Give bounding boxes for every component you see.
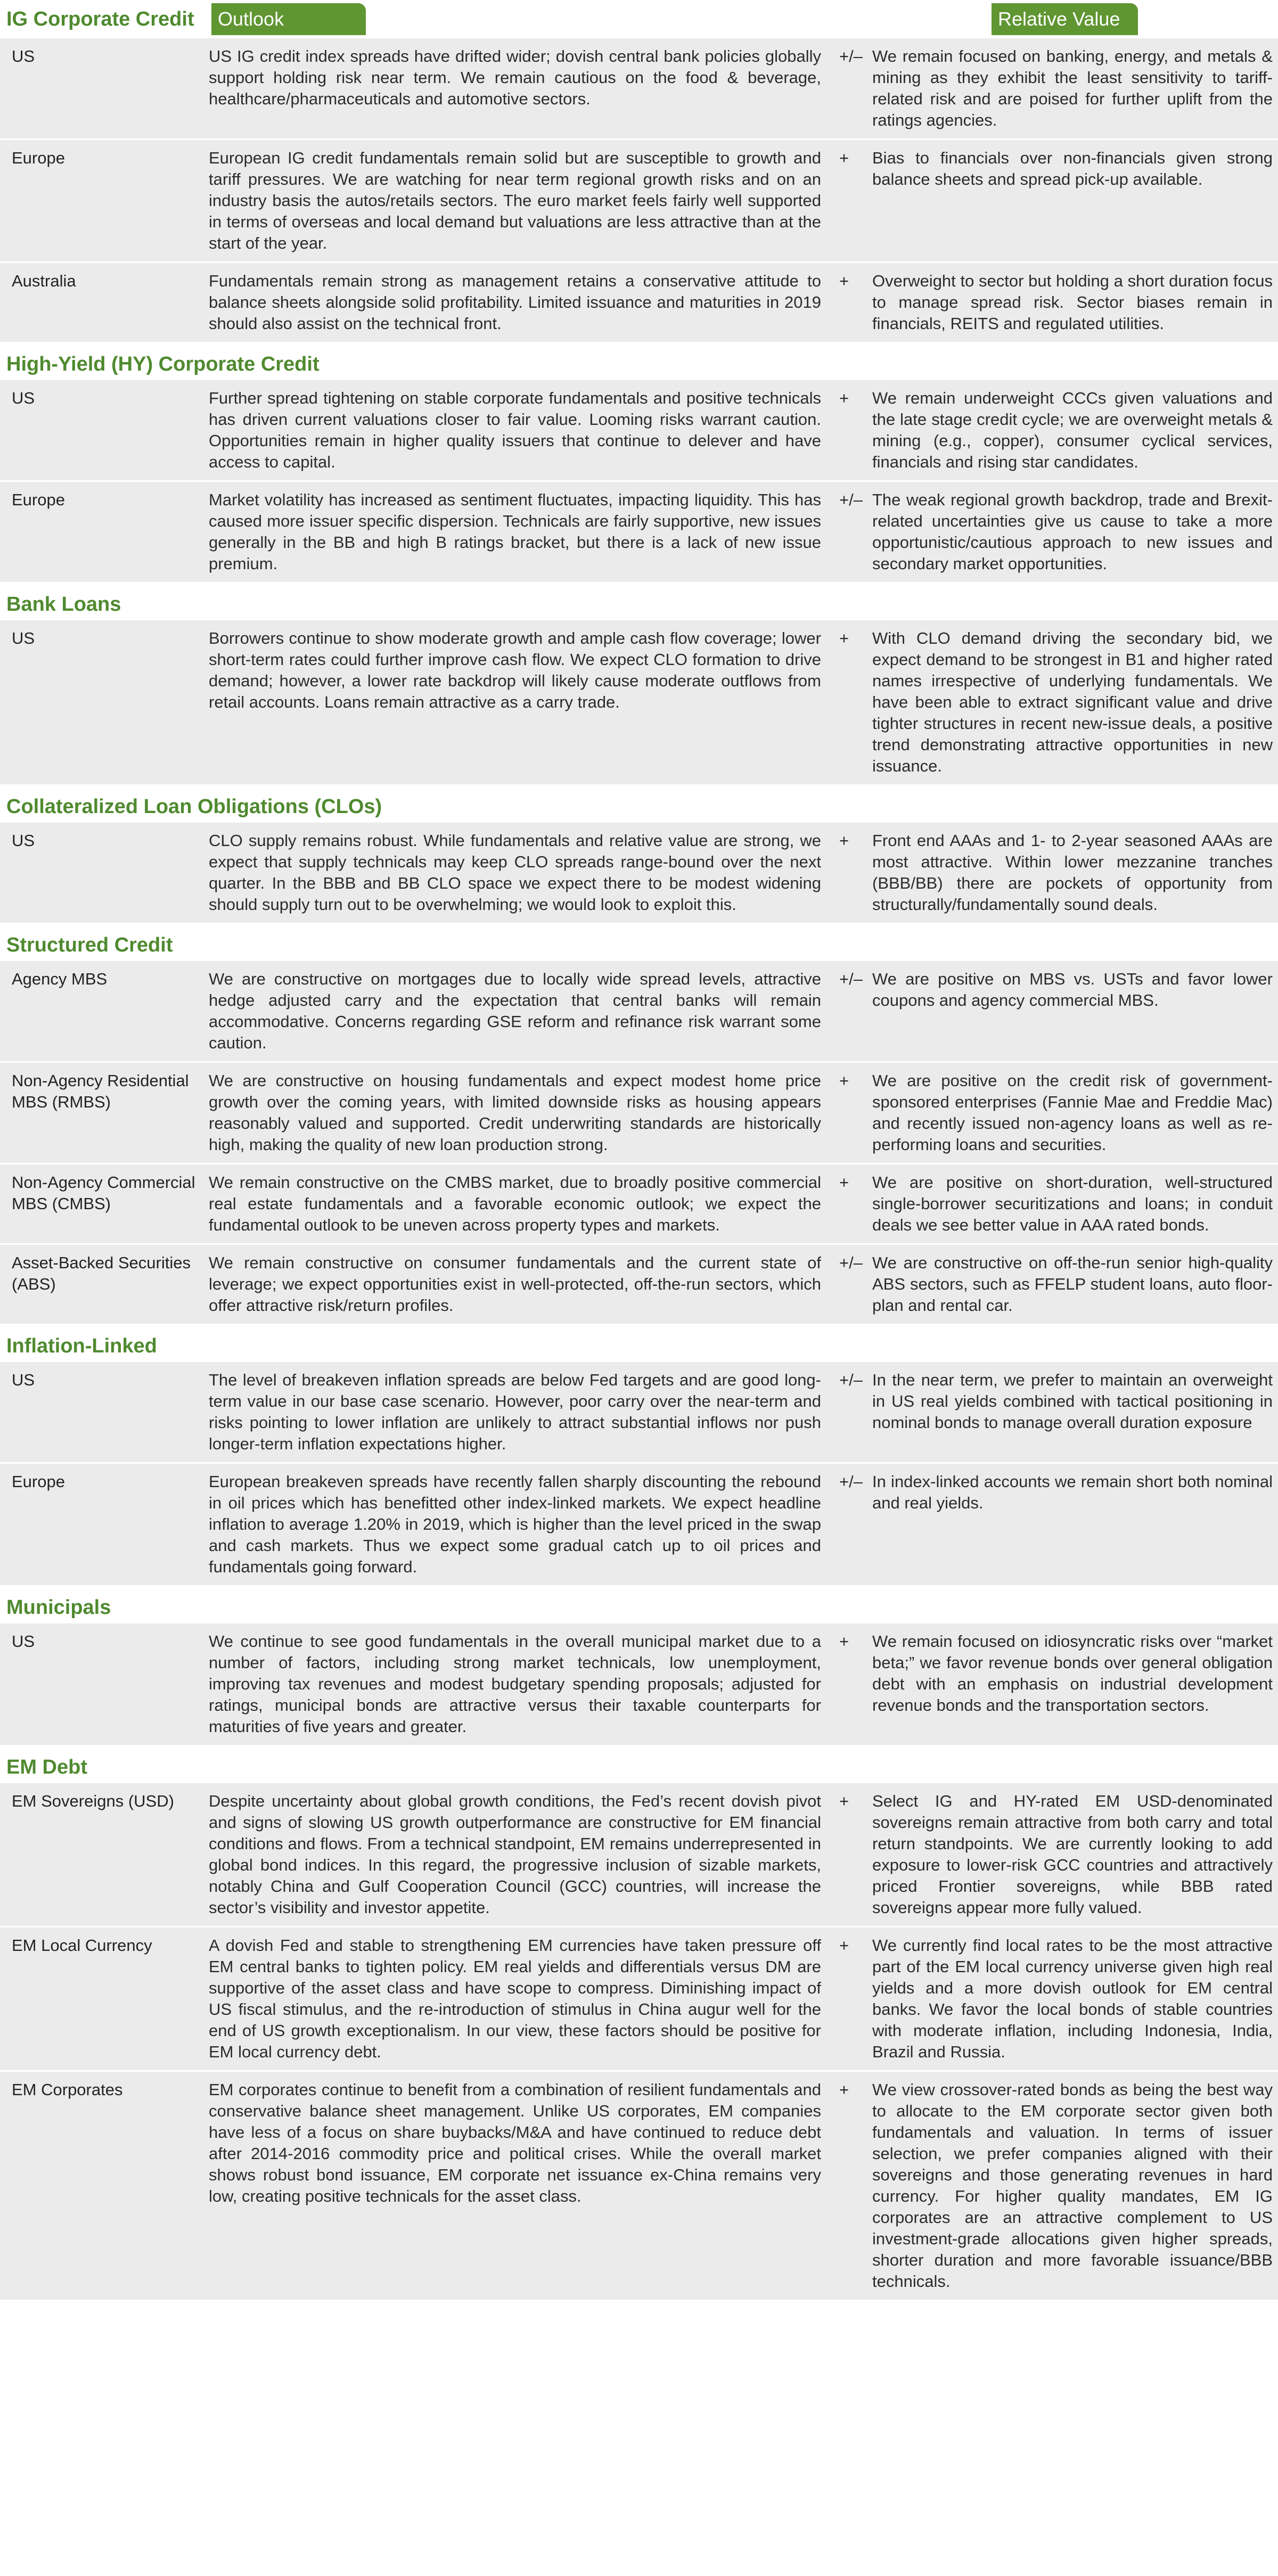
table-row [0, 1927, 1278, 2072]
section-header [0, 342, 1278, 380]
sign-cell: + [839, 149, 849, 167]
sign-cell: + [839, 272, 849, 290]
section-title: Inflation-Linked [6, 1335, 157, 1357]
table-row [0, 1362, 1278, 1464]
relative-value-cell: We remain focused on idiosyncratic risks over “market beta;” we favor revenue bonds over general obligation debt with an emphasis on industrial development revenue bonds and the transportation sectors. [872, 1632, 1273, 1714]
relative-value-cell: In the near term, we prefer to maintain an overweight in US real yields combined with tactical positioning in nominal bonds to manage overall duration exposure [872, 1371, 1273, 1432]
table-row [0, 1245, 1278, 1324]
outlook-cell: The level of breakeven inflation spreads are below Fed targets and are good long-term value in our base case scenario. However, poor carry over the near-term and risks pointing to lower inflation are unlikely to attract substantial inflows nor push longer-term inflation expectations higher. [209, 1371, 821, 1453]
table-row [0, 1164, 1278, 1245]
section-header [0, 1585, 1278, 1623]
sign-cell: +/– [839, 970, 863, 988]
sector-cell: Asset-Backed Securities (ABS) [12, 1253, 191, 1293]
relative-value-cell: We are positive on MBS vs. USTs and favor lower coupons and agency commercial MBS. [872, 970, 1273, 1010]
outlook-cell: Borrowers continue to show moderate growth and ample cash flow coverage; lower short-term rates could further improve cash flow. We expect CLO formation to drive demand; however, a lower rate backdrop will likely cause moderate outflows from retail accounts. Loans remain attractive as a carry trade. [209, 629, 821, 711]
section-title: Collateralized Loan Obligations (CLOs) [6, 795, 382, 818]
sector-cell: US [12, 1371, 35, 1389]
section-rows [0, 620, 1278, 784]
section-header [0, 582, 1278, 620]
table-row [0, 1464, 1278, 1585]
relative-value-cell: We currently find local rates to be the most attractive part of the EM local currency universe given high real yields and a more dovish outlook for EM central banks. We favor the local bonds of stable countries with moderate inflation, including Indonesia, India, Brazil and Russia. [872, 1936, 1273, 2061]
sector-cell: Agency MBS [12, 970, 108, 988]
sign-cell: +/– [839, 490, 863, 509]
sign-cell: + [839, 831, 849, 850]
sign-cell: + [839, 1071, 849, 1090]
outlook-cell: EM corporates continue to benefit from a combination of resilient fundamentals and conservative balance sheet management. Unlike US corporates, EM companies have less of a focus on share buybacks/M&A and have continued to reduce debt after 2014-2016 commodity price and political crises. While the overall market shows robust bond issuance, EM corporate net issuance ex-China remains very low, creating positive technicals for the asset class. [209, 2080, 821, 2205]
sector-cell: Non-Agency Commercial MBS (CMBS) [12, 1173, 195, 1213]
sign-cell: +/– [839, 1253, 863, 1272]
section-header [0, 784, 1278, 823]
outlook-cell: We continue to see good fundamentals in the overall municipal market due to a number of factors, including strong market technicals, low unemployment, improving tax revenues and modest budgetary spending proposals; adjusted for ratings, municipal bonds are attractive versus their taxable counterparts for maturities of five years and greater. [209, 1632, 821, 1736]
section-title: Structured Credit [6, 934, 173, 956]
relative-value-cell: We remain underweight CCCs given valuations and the late stage credit cycle; we are overweight metals & mining (e.g., copper), consumer cyclical services, financials and rising star candidates. [872, 389, 1273, 471]
sector-cell: US [12, 47, 35, 65]
table-row [0, 2072, 1278, 2300]
outlook-cell: US IG credit index spreads have drifted wider; dovish central bank policies globally support holding risk near term. We remain cautious on the food & beverage, healthcare/pharmaceuticals and automotive sectors. [209, 47, 821, 108]
sector-cell: US [12, 389, 35, 407]
outlook-cell: We are constructive on housing fundamentals and expect modest home price growth over the coming years, with limited downside risks as housing appears reasonably valued and supported. Credit underwriting standards are historically high, making the quality of new loan production strong. [209, 1071, 821, 1154]
table-row [0, 140, 1278, 263]
outlook-cell: Further spread tightening on stable corporate fundamentals and positive technicals has driven current valuations closer to fair value. Looming risks warrant caution. Opportunities remain in higher quality issuers that continue to delever and have access to capital. [209, 389, 821, 471]
table-row [0, 38, 1278, 140]
section-rows [0, 823, 1278, 923]
sector-cell: US [12, 831, 35, 850]
relative-value-column-header: Relative Value [992, 3, 1138, 35]
relative-value-cell: With CLO demand driving the secondary bid, we expect demand to be strongest in B1 and higher rated names irrespective of underlying fundamentals. We have been able to extract significant value and drive tighter structures in recent new-issue deals, a positive trend demonstrating attractive opportunities in new issuance. [872, 629, 1273, 775]
outlook-cell: European breakeven spreads have recently fallen sharply discounting the rebound in oil prices which has benefitted other index-linked markets. We expect headline inflation to average 1.20% in 2019, which is higher than the level priced in the swap and cash markets. Thus we expect some gradual catch up to oil prices and fundamentals going forward. [209, 1472, 821, 1576]
section-title: IG Corporate Credit [6, 8, 194, 30]
outlook-cell: CLO supply remains robust. While fundamentals and relative value are strong, we expect that supply technicals may keep CLO spreads range-bound over the next quarter. In the BBB and BB CLO space we expect there to be modest widening should supply turn out to be overwhelming; we would look to exploit this. [209, 831, 821, 914]
section-header [0, 1745, 1278, 1783]
section-rows [0, 1623, 1278, 1745]
sign-cell: + [839, 389, 849, 407]
sector-cell: US [12, 1632, 35, 1651]
section-rows [0, 1362, 1278, 1585]
outlook-column-header: Outlook [211, 3, 366, 35]
sector-cell: Australia [12, 272, 76, 290]
sector-cell: Europe [12, 1472, 65, 1491]
outlook-cell: We are constructive on mortgages due to locally wide spread levels, attractive hedge adjusted carry and the expectation that central banks will remain accommodative. Concerns regarding GSE reform and refinance risk warrant some caution. [209, 970, 821, 1052]
table-row [0, 482, 1278, 582]
section-header [0, 923, 1278, 961]
outlook-cell: We remain constructive on the CMBS market, due to broadly positive commercial real estate fundamentals and a favorable economic outlook; we expect the fundamental outlook to be uneven across property types and markets. [209, 1173, 821, 1234]
section-header [0, 1324, 1278, 1362]
table-row [0, 263, 1278, 342]
outlook-cell: A dovish Fed and stable to strengthening EM currencies have taken pressure off EM central banks to tighten policy. EM real yields and differentials versus DM are supportive of the asset class and have scope to compress. Diminishing impact of US fiscal stimulus, and the re-introduction of stimulus in China augur well for the end of US growth exceptionalism. In our view, these factors should be positive for EM local currency debt. [209, 1936, 821, 2061]
outlook-cell: Market volatility has increased as sentiment fluctuates, impacting liquidity. This has caused more issuer specific dispersion. Technicals are fairly supportive, new issues generally in the BB and high B ratings bracket, but there is a lack of new issue premium. [209, 490, 821, 573]
sector-cell: EM Sovereigns (USD) [12, 1792, 174, 1810]
section-rows [0, 1783, 1278, 2300]
table-row [0, 620, 1278, 784]
sign-cell: + [839, 1632, 849, 1651]
section-title: Bank Loans [6, 593, 121, 616]
table-row [0, 380, 1278, 482]
relative-value-cell: We are positive on the credit risk of government-sponsored enterprises (Fannie Mae and Freddie Mac) and recently issued non-agency loans as well as re-performing loans and securities. [872, 1071, 1273, 1154]
section-rows [0, 380, 1278, 582]
section-title: Municipals [6, 1596, 111, 1619]
relative-value-cell: Overweight to sector but holding a short duration focus to manage spread risk. Sector biases remain in financials, REITS and regulated utilities. [872, 272, 1273, 333]
section-rows [0, 38, 1278, 342]
relative-value-cell: The weak regional growth backdrop, trade and Brexit-related uncertainties give us cause to take a more opportunistic/cautious approach to new issues and secondary market opportunities. [872, 490, 1273, 573]
relative-value-cell: We remain focused on banking, energy, and metals & mining as they exhibit the least sensitivity to tariff-related risk and are poised for further uplift from the ratings agencies. [872, 47, 1273, 129]
outlook-cell: Fundamentals remain strong as management retains a conservative attitude to balance sheets alongside solid profitability. Limited issuance and maturities in 2019 should also assist on the technical front. [209, 272, 821, 333]
table-row [0, 823, 1278, 923]
sector-cell: Non-Agency Residential MBS (RMBS) [12, 1071, 189, 1111]
relative-value-cell: In index-linked accounts we remain short both nominal and real yields. [872, 1472, 1273, 1512]
sector-cell: Europe [12, 149, 65, 167]
sign-cell: +/– [839, 1472, 863, 1491]
sector-cell: EM Corporates [12, 2080, 123, 2099]
relative-value-cell: We view crossover-rated bonds as being the best way to allocate to the EM corporate sector given both fundamentals and valuation. In terms of issuer selection, we prefer companies aligned with their sovereigns and those generating revenues in hard currency. For higher quality mandates, EM IG corporates are an attractive complement to US investment-grade allocations given higher spreads, shorter duration and more favorable issuance/BBB technicals. [872, 2080, 1273, 2291]
sign-cell: +/– [839, 1371, 863, 1389]
sign-cell: + [839, 1936, 849, 1955]
section-title: EM Debt [6, 1756, 87, 1778]
table-row [0, 1063, 1278, 1164]
section-title: High-Yield (HY) Corporate Credit [6, 353, 320, 375]
outlook-cell: European IG credit fundamentals remain solid but are susceptible to growth and tariff pressures. We are watching for near term regional growth risks and on an industry basis the autos/retails sectors. The euro market feels fairly well supported in terms of overseas and local demand but valuations are less attractive than at the start of the year. [209, 149, 821, 252]
sign-cell: + [839, 629, 849, 647]
table-header [0, 0, 1278, 38]
relative-value-cell: Bias to financials over non-financials given strong balance sheets and spread pick-up available. [872, 149, 1273, 188]
sign-cell: + [839, 1173, 849, 1192]
relative-value-cell: Front end AAAs and 1- to 2-year seasoned AAAs are most attractive. Within lower mezzanine tranches (BBB/BB) there are pockets of opportunity from structurally/fundamentally sound deals. [872, 831, 1273, 914]
table-row [0, 1623, 1278, 1745]
sector-cell: Europe [12, 490, 65, 509]
table-row [0, 961, 1278, 1063]
relative-value-cell: We are positive on short-duration, well-structured single-borrower securitizations and loans; in conduit deals we see better value in AAA rated bonds. [872, 1173, 1273, 1234]
sign-cell: + [839, 2080, 849, 2099]
sector-cell: EM Local Currency [12, 1936, 152, 1955]
section-rows [0, 961, 1278, 1324]
outlook-cell: Despite uncertainty about global growth conditions, the Fed’s recent dovish pivot and signs of slowing US growth outperformance are constructive for EM financial conditions and flows. From a technical standpoint, EM remains underrepresented in global bond indices. In this regard, the progressive inclusion of sizable markets, notably China and Gulf Cooperation Council (GCC) countries, will increase the sector’s visibility and investor appetite. [209, 1792, 821, 1917]
outlook-cell: We remain constructive on consumer fundamentals and the current state of leverage; we expect opportunities exist in well-protected, off-the-run sectors, which offer attractive risk/return profiles. [209, 1253, 821, 1315]
relative-value-cell: Select IG and HY-rated EM USD-denominated sovereigns remain attractive from both carry and total return standpoints. We are currently looking to add exposure to lower-risk GCC countries and attractively priced Frontier sovereigns, while BBB rated sovereigns appear more fully valued. [872, 1792, 1273, 1917]
sign-cell: +/– [839, 47, 863, 65]
table-row [0, 1783, 1278, 1927]
sign-cell: + [839, 1792, 849, 1810]
relative-value-cell: We are constructive on off-the-run senior high-quality ABS sectors, such as FFELP student loans, auto floor-plan and rental car. [872, 1253, 1273, 1315]
sector-cell: US [12, 629, 35, 647]
